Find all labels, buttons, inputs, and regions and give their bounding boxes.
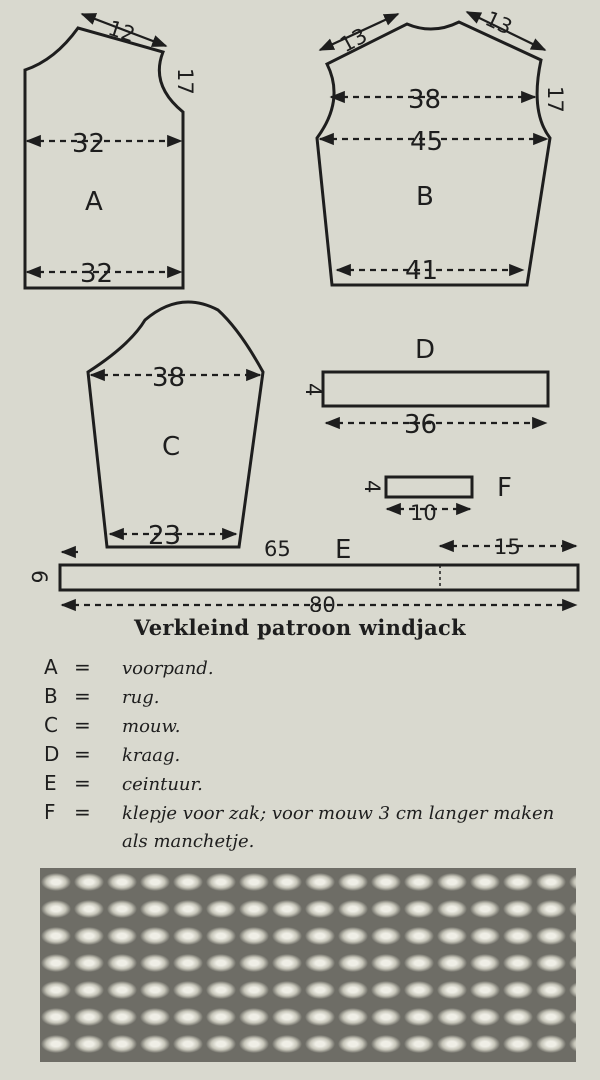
legend-letter: A: [44, 655, 58, 679]
legend-equals: =: [74, 655, 91, 679]
label-e-inner: 65: [264, 537, 291, 561]
label-c-bottom: 23: [148, 521, 182, 551]
label-b-upper: 38: [408, 85, 442, 115]
legend-item: [44, 800, 594, 856]
label-e-piece: E: [335, 535, 352, 565]
legend-text: ceintuur.: [122, 774, 203, 795]
piece-c-outline: [88, 302, 263, 547]
label-c-piece: C: [162, 432, 181, 462]
legend-item: [44, 771, 594, 800]
label-d-length: 36: [404, 410, 438, 440]
label-e-height: 6: [27, 570, 51, 584]
legend-text: rug.: [122, 687, 160, 708]
label-a-shoulder: 12: [105, 15, 139, 48]
piece-e-outline: [60, 565, 578, 590]
legend-item: [44, 655, 594, 684]
knitting-stitch-photo: [40, 868, 576, 1062]
legend-letter: E: [44, 771, 57, 795]
legend-text: mouw.: [122, 716, 181, 737]
legend-text: kraag.: [122, 745, 181, 766]
legend-letter: C: [44, 713, 58, 737]
label-b-shoulder-left: 13: [336, 23, 372, 58]
label-e-extra: 15: [494, 535, 521, 559]
legend-letter: B: [44, 684, 58, 708]
legend-equals: =: [74, 742, 91, 766]
legend: [44, 655, 594, 856]
legend-item: [44, 742, 594, 771]
legend-text: klepje voor zak; voor mouw 3 cm langer maken als manchetje.: [122, 803, 555, 852]
label-a-hem: 32: [80, 259, 114, 289]
label-d-height: 4: [301, 383, 325, 397]
label-a-armhole: 17: [173, 68, 197, 95]
label-f-length: 10: [410, 501, 437, 525]
label-f-height: 4: [360, 480, 384, 494]
label-d-piece: D: [415, 335, 436, 365]
label-b-hem: 41: [405, 256, 439, 286]
label-b-armhole: 17: [543, 86, 567, 113]
label-e-total: 80: [309, 593, 336, 612]
piece-f-outline: [386, 477, 472, 497]
legend-letter: D: [44, 742, 60, 766]
label-b-piece: B: [416, 182, 434, 212]
legend-equals: =: [74, 684, 91, 708]
label-b-shoulder-right: 13: [481, 6, 516, 40]
legend-letter: F: [44, 800, 56, 824]
legend-equals: =: [74, 800, 91, 824]
legend-equals: =: [74, 713, 91, 737]
legend-item: [44, 713, 594, 742]
legend-item: [44, 684, 594, 713]
legend-text: voorpand.: [122, 658, 214, 679]
label-b-chest: 45: [410, 127, 444, 157]
figure-caption: Verkleind patroon windjack: [134, 615, 466, 640]
label-a-piece: A: [85, 187, 103, 217]
label-f-piece: F: [497, 473, 512, 503]
legend-equals: =: [74, 771, 91, 795]
label-c-top: 38: [152, 363, 186, 393]
label-a-chest: 32: [72, 129, 106, 159]
piece-d-outline: [323, 372, 548, 406]
